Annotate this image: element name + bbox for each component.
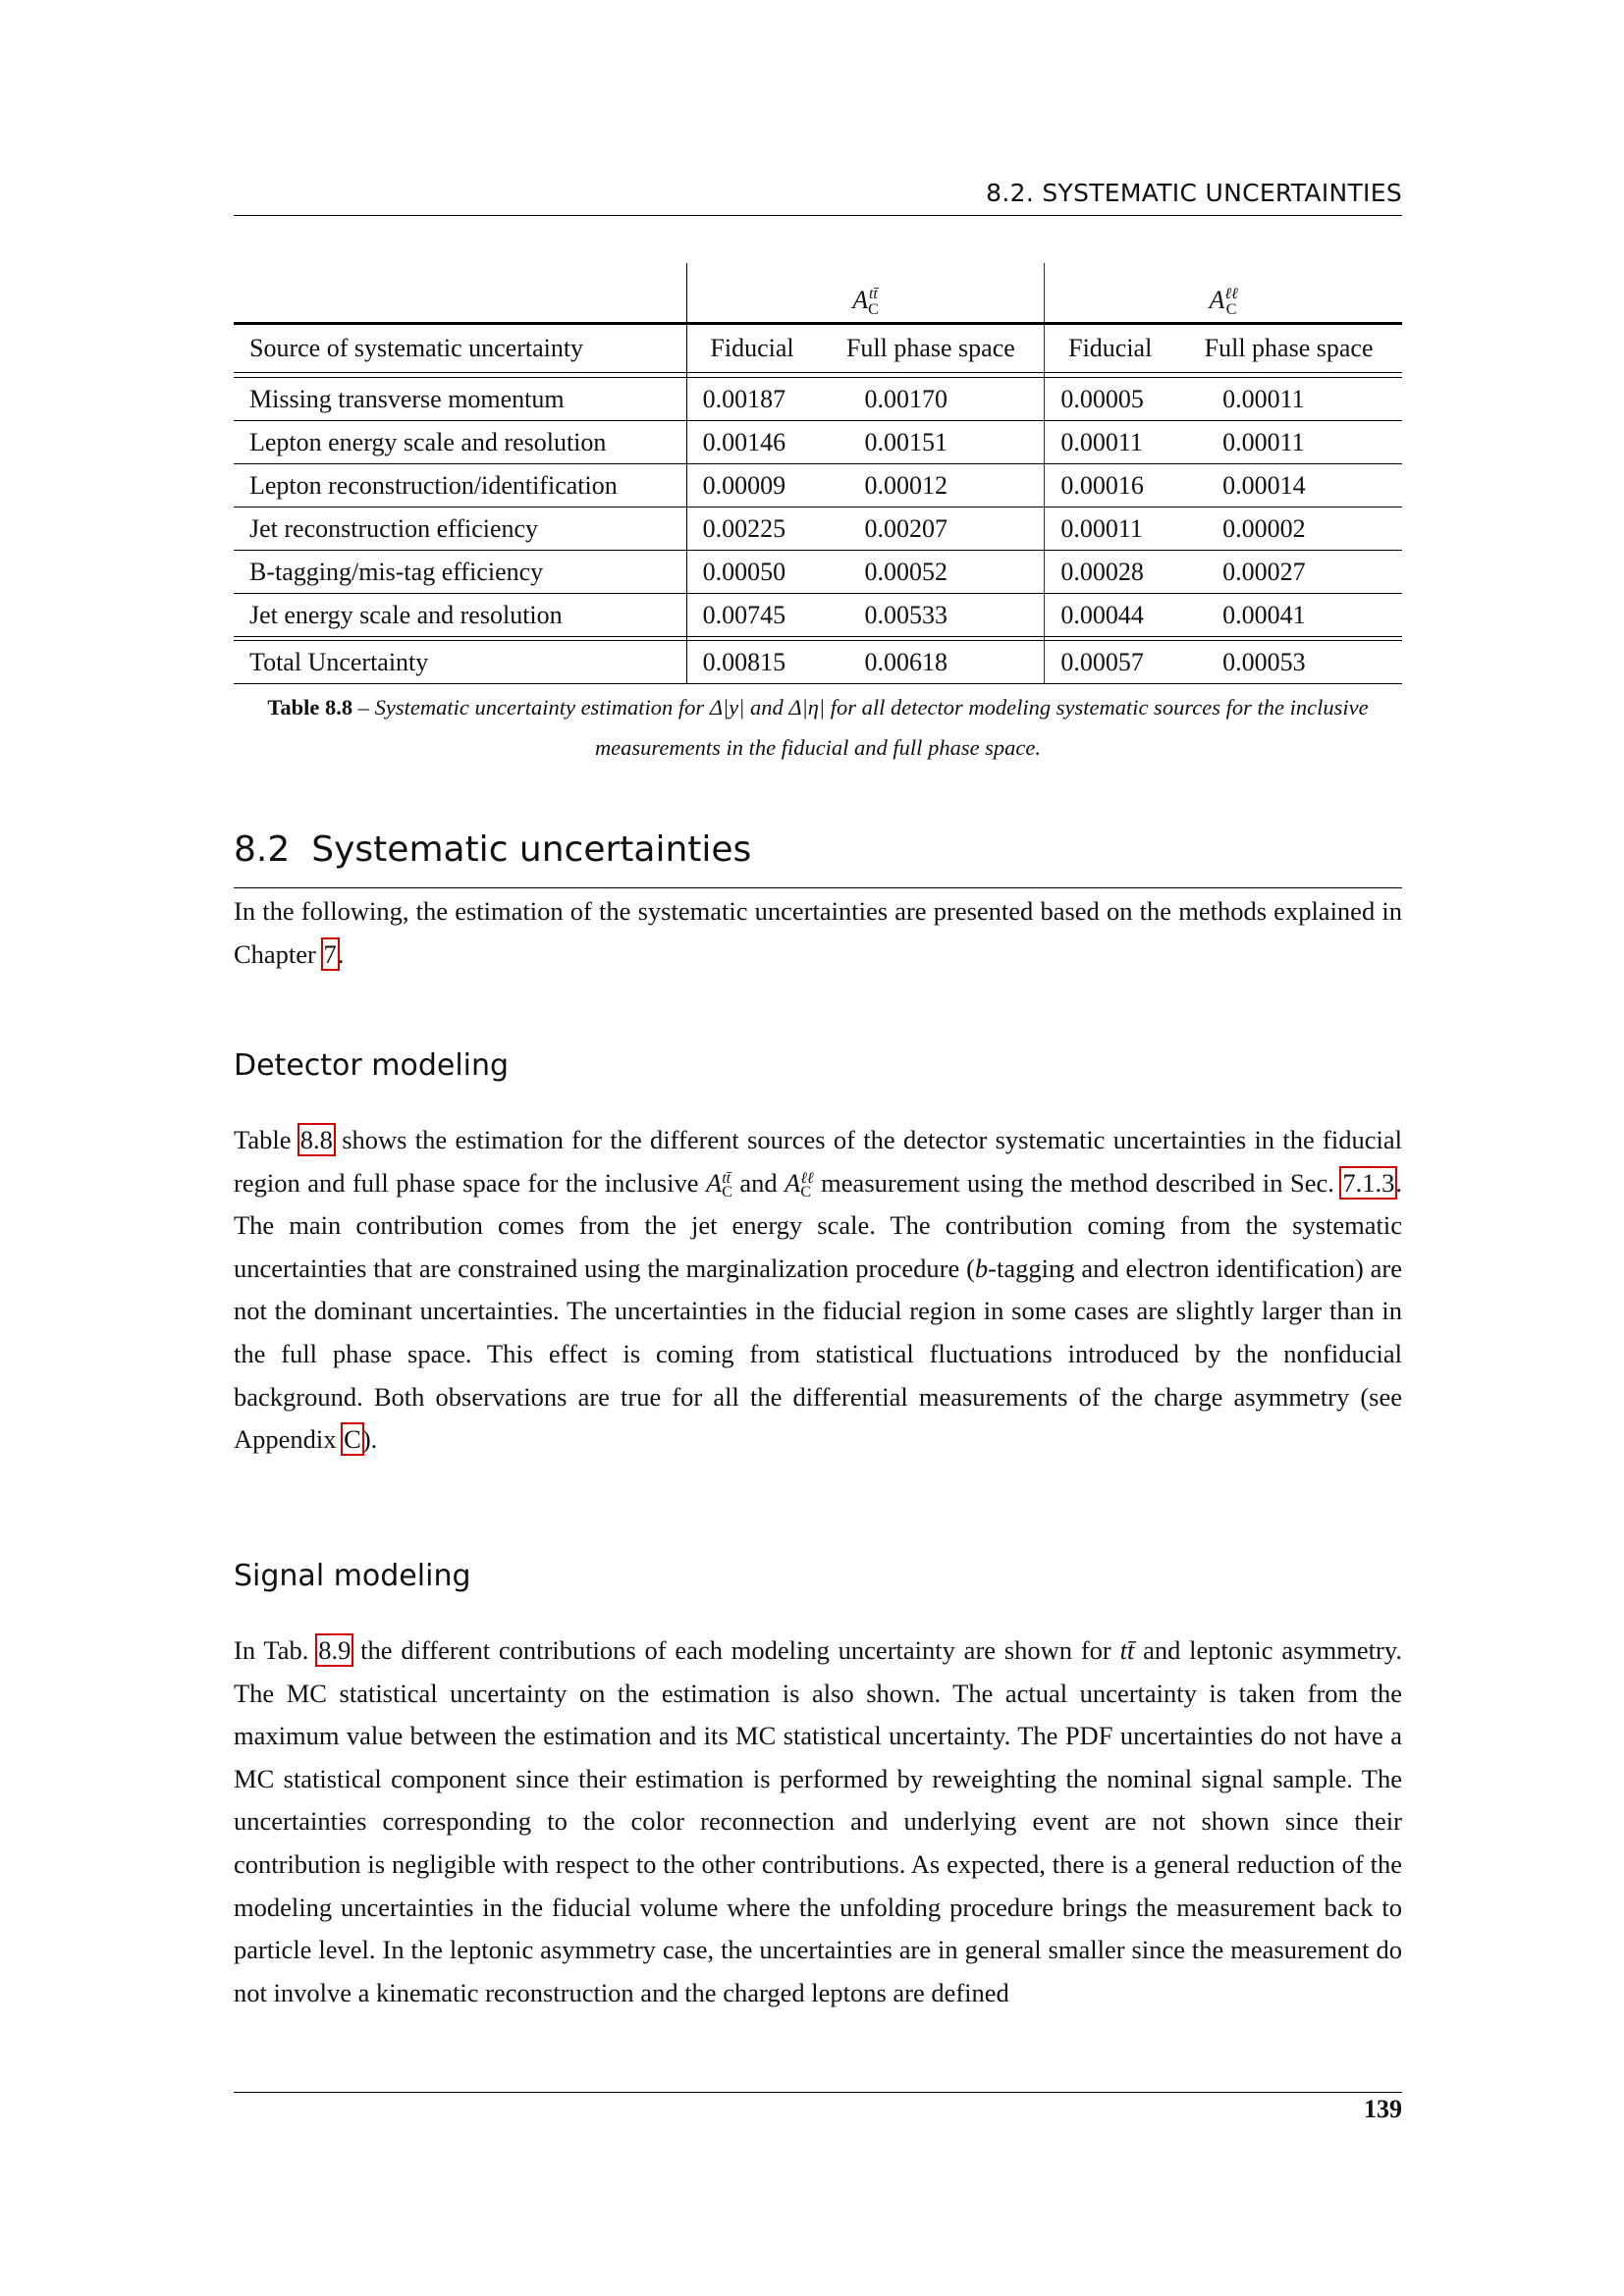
table-row: B-tagging/mis-tag efficiency 0.00050 0.00052 0.00028 0.00027 <box>234 551 1402 594</box>
table-row: Lepton reconstruction/identification 0.00009 0.00012 0.00016 0.00014 <box>234 464 1402 507</box>
table-column-header-row <box>234 324 1402 373</box>
table-total-row: Total Uncertainty 0.00815 0.00618 0.00057 0.00053 <box>234 641 1402 684</box>
group-header-ttbar: A tt̄ C <box>686 263 1045 324</box>
chapter-7-link[interactable]: 7 <box>323 938 337 969</box>
table-caption: Table 8.8 – Systematic uncertainty estimation for Δ|y| and Δ|η| for all detector modeling systematic sources for the inclusive measurements in the fiducial and full phase space. <box>267 695 1369 760</box>
signal-paragraph: In Tab. 8.9 the different contributions of each modeling uncertainty are shown for tt̄ and leptonic asymmetry. The MC statistical uncertainty on the estimation is also shown. The actual uncertainty is taken from the maximum value between the estimation and its MC statistical uncertainty. The PDF uncertainties do not have a MC statistical component since their estimation is performed by reweighting the nominal signal sample. The uncertainties corresponding to the color reconnection and underlying event are not shown since their contribution is negligible with respect to the other contributions. As expected, there is a general reduction of the modeling uncertainties in the fiducial volume where the unfolding procedure brings the measurement back to particle level. In the leptonic asymmetry case, the uncertainties are in general smaller since the measurement do not involve a kinematic reconstruction and the charged leptons are defined <box>234 1635 1403 2007</box>
table-row: Jet reconstruction efficiency 0.00225 0.00207 0.00011 0.00002 <box>234 507 1402 551</box>
group-header-ll: A ℓℓ C <box>1045 263 1402 324</box>
intro-paragraph: In the following, the estimation of the systematic uncertainties are presented based on the methods explained in Chapter 7. <box>234 896 1402 969</box>
header-rule <box>234 215 1402 216</box>
table-8-9-link[interactable]: 8.9 <box>318 1635 352 1665</box>
appendix-c-link[interactable]: C <box>344 1424 361 1455</box>
table-row: Lepton energy scale and resolution 0.00146 0.00151 0.00011 0.00011 <box>234 421 1402 464</box>
systematics-table <box>234 263 1402 684</box>
footer-rule <box>234 2092 1402 2093</box>
page-number: 139 <box>1364 2095 1402 2123</box>
caption-text: Systematic uncertainty estimation for Δ|y| and Δ|η| for all detector modeling systematic sources for the inclusive measurements in the fiducial and full phase space. <box>374 695 1369 760</box>
table-row: Jet energy scale and resolution 0.00745 0.00533 0.00044 0.00041 <box>234 594 1402 637</box>
col-header-ttbar-fps: Full phase space <box>817 324 1044 373</box>
empty-corner-cell <box>234 263 686 324</box>
running-head: 8.2. SYSTEMATIC UNCERTAINTIES <box>986 179 1402 207</box>
section-rule <box>234 887 1402 888</box>
section-title: 8.2 Systematic uncertainties <box>234 829 752 870</box>
table-row: Missing transverse momentum 0.00187 0.00170 0.00005 0.00011 <box>234 378 1402 421</box>
section-7-1-3-link[interactable]: 7.1.3 <box>1342 1167 1395 1198</box>
table-group-header-row <box>234 263 1402 324</box>
col-header-source: Source of systematic uncertainty <box>234 324 686 373</box>
col-header-ll-fiducial: Fiducial <box>1045 324 1175 373</box>
col-header-ll-fps: Full phase space <box>1175 324 1402 373</box>
caption-label: Table 8.8 <box>267 695 353 720</box>
subsection-detector-modeling: Detector modeling <box>234 1048 510 1083</box>
table-8-8-link[interactable]: 8.8 <box>299 1125 333 1154</box>
col-header-ttbar-fiducial: Fiducial <box>686 324 817 373</box>
detector-paragraph: Table 8.8 shows the estimation for the different sources of the detector systematic uncertainties in the fiducial region and full phase space for the inclusive A tt̄ C and A ℓℓ C measurement using the method described in Sec. 7.1.3. The main contribution comes from the jet energy scale. The contribution coming from the systematic uncertainties that are constrained using the marginalization procedure (b-tagging and electron identification) are not the dominant uncertainties. The uncertainties in the fiducial region in some cases are slightly larger than in the full phase space. This effect is coming from statistical fluctuations introduced by the nonfiducial background. Both observations are true for all the differential measurements of the charge asymmetry (see Appendix C). <box>234 1125 1402 1455</box>
subsection-signal-modeling: Signal modeling <box>234 1559 471 1593</box>
